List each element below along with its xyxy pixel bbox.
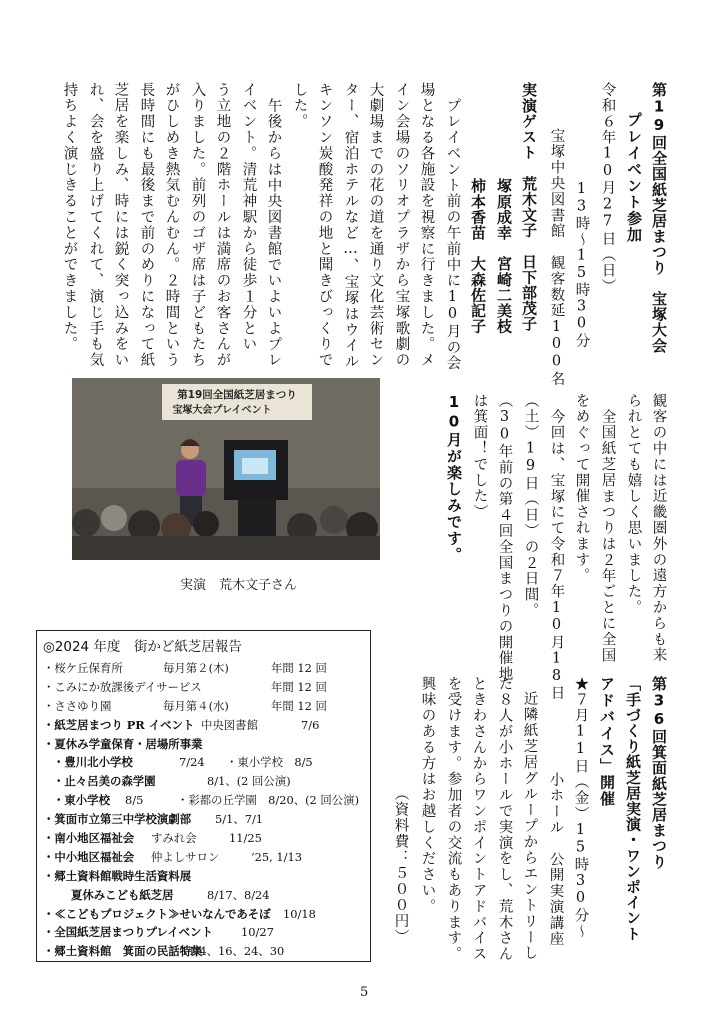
article1-heading: 第19回全国紙芝居まつり 宝塚大会: [650, 82, 668, 354]
report-item-detail: 8/17、8/24: [207, 887, 270, 902]
article1-continued-line: 全国紙芝居まつりは２年ごとに全国: [599, 409, 616, 664]
report-item: [43, 905, 364, 924]
article1-continued-line: （土）19日（日）の２日間。: [522, 393, 539, 619]
report-item: [43, 848, 364, 867]
article1-performers-3: 柿本香苗 大森佐記子: [469, 178, 487, 334]
article1-body-line: した。: [291, 82, 308, 130]
article2-body-line: た８人が小ホールで実演をし、荒木さん: [496, 676, 513, 963]
report-item: [43, 659, 364, 678]
report-item: [43, 716, 364, 735]
report-item: [43, 886, 364, 905]
report-item: [43, 829, 364, 848]
report-item-name: ・紙芝居まつり PR イベント: [43, 717, 195, 732]
report-item: [43, 810, 364, 829]
report-item-extra: ・東小学校 8/5: [226, 755, 313, 770]
report-item-name: ・豊川北小学校: [53, 755, 133, 770]
report-item: [43, 678, 364, 697]
article1-body-line: 場となる各施設を視察に行きました。メ: [418, 82, 435, 369]
article1-continued-line: られとても嬉しく思いました。: [625, 393, 642, 616]
article2-body-line: 興味のある方はお越しください。: [419, 676, 436, 915]
report-item-detail: 10/18: [283, 906, 316, 921]
article1-body-line: う立地の２階ホールは満席のお客さんが: [214, 82, 231, 369]
article1-continued-line: をめぐって開催されます。: [573, 393, 590, 584]
article2-heading: 第36回箕面紙芝居まつり: [650, 676, 668, 870]
article1-body-line: イベント。清荒神駅から徒歩１分とい: [240, 82, 257, 353]
article1-body-line: キンソン炭酸発祥の地と聞きびっくりで: [316, 82, 333, 369]
report-item-detail: すみれ会: [151, 831, 197, 846]
report-item-detail: 毎月第４(水): [163, 698, 229, 713]
report-item-name: ・桜ケ丘保育所: [43, 661, 123, 675]
report-item-extra: 7/6: [301, 717, 320, 732]
report-item-detail: 5/1、7/1: [215, 812, 264, 827]
article1-body-line: 持ちよく演じきることができました。: [61, 82, 78, 353]
report-item-extra: 年間 12 回: [271, 698, 327, 713]
article1-body-line: イン会場のソリオプラザから宝塚歌劇の: [393, 82, 410, 369]
report-item-name: ・郷土資料館戦時生活資料展: [43, 868, 192, 883]
report-item-name: ・全国紙芝居まつりプレイベント: [43, 925, 213, 940]
report-title: ◎2024 年度 街かど紙芝居報告: [43, 639, 242, 655]
report-item-name: ・夏休み学童保育・居場所事業: [43, 736, 203, 751]
article2-date: ★７月11日（金）15時30分～: [572, 676, 589, 940]
report-item-name: ・ささゆり園: [43, 698, 112, 713]
article2-fee: （資料費：５００円）: [392, 786, 409, 945]
article1-continued-line: は箕面！でした）: [471, 393, 488, 521]
article1-body-line: 長時間にも最後まで前のめりになって紙: [138, 82, 155, 369]
article2-venue: 小ホール 公開実演講座: [547, 772, 564, 947]
report-item-extra: 年間 12 回: [271, 661, 327, 675]
report-item-detail: 8/5: [125, 793, 144, 808]
report-item-name: ・中小地区福祉会: [43, 849, 135, 864]
report-item: [43, 867, 364, 886]
article2-subheading-1: 「手づくり紙芝居実演・ワンポイント: [624, 676, 642, 942]
report-item-detail: 11/4、16、24、30: [181, 944, 285, 959]
report-item-extra: 11/25: [229, 831, 262, 846]
article1-body-line: れ、会を盛り上げてくれて、演じ手も気: [87, 82, 104, 369]
report-item: [43, 942, 364, 961]
article1-body-line: 午後からは中央図書館でいよいよプレ: [265, 98, 282, 369]
report-item-name: ・箕面市立第三中学校演劇部: [43, 812, 192, 827]
article1-closing: 10月が楽しみです。: [445, 393, 463, 563]
report-item-detail: 仲よしサロン: [151, 849, 220, 864]
report-item-extra: ‘25, 1/13: [251, 849, 302, 864]
article1-body-line: がひしめき熱気むんむん。２時間という: [163, 82, 180, 369]
report-item-detail: 8/1、(2 回公演): [207, 774, 291, 789]
article2-subheading-2: アドバイス」開催: [598, 676, 616, 808]
report-item-name: ・止々呂美の森学園: [53, 774, 156, 789]
report-item-name: ・郷土資料館 箕面の民話特集: [43, 944, 203, 959]
report-item: [43, 923, 364, 942]
photo-banner-line1: 第19回全国紙芝居まつり: [177, 389, 297, 401]
report-item: [43, 697, 364, 716]
report-item-detail: 毎月第２(木): [163, 661, 229, 675]
article1-continued-line: 今回は、宝塚にて令和７年10月18日: [548, 409, 565, 702]
article1-performers-2: 塚原成幸 宮崎二美枝: [495, 178, 513, 334]
report-item: [43, 753, 364, 772]
article1-continued-line: （30年前の第４回全国まつりの開催地: [496, 393, 513, 683]
page-number: 5: [360, 985, 369, 1000]
report-item-detail: 中央図書館: [201, 717, 258, 732]
report-item-name: 夏休みこども紙芝居: [71, 887, 174, 902]
report-box: [36, 630, 371, 962]
report-item-extra: ・彩都の丘学園 8/20、(2 回公演): [177, 793, 360, 808]
article2-body-line: を受けます。参加者の交流もあります。: [445, 676, 462, 963]
article1-subheading: プレイベント参加: [625, 112, 643, 244]
article1-body-line: ター、宿泊ホテルなど…、宝塚はウイル: [342, 82, 359, 370]
article1-date: 令和６年10月27日（日）: [599, 82, 616, 295]
report-item-extra: 年間 12 回: [271, 679, 327, 694]
report-item-name: ・こみにか放課後デイサービス: [43, 679, 202, 694]
article1-venue: 宝塚中央図書館 観客数延100名: [548, 128, 565, 387]
report-item-detail: 10/27: [241, 925, 274, 940]
performance-photo: [72, 378, 380, 560]
report-item-name: ・南小地区福祉会: [43, 831, 135, 846]
article2-body-line: ときわさんからワンポイントアドバイス: [470, 676, 487, 963]
report-item: [43, 772, 364, 791]
article1-time: 13時～15時30分: [573, 181, 590, 349]
article1-body-line: 入りました。前列のゴザ席は子どもたち: [189, 82, 206, 369]
report-item: [43, 791, 364, 810]
article2-body-line: 近隣紙芝居グループからエントリーし: [521, 691, 538, 962]
article1-body-line: プレイベント前の午前中に10月の会: [444, 98, 461, 372]
photo-scene: [72, 378, 380, 560]
article1-body-line: 大劇場までの花の道を通り文化芸術セン: [367, 82, 384, 369]
photo-banner-line2: 宝塚大会プレイベント: [172, 405, 272, 416]
report-item-name: ・≪こどもプロジェクト≫せいなんであそぼ: [43, 906, 271, 921]
report-item-detail: 7/24: [179, 755, 205, 770]
report-list: [43, 659, 364, 961]
report-item-name: ・東小学校: [53, 793, 110, 808]
article1-body-line: 芝居を楽しみ、時には鋭く突っ込みをい: [112, 82, 129, 369]
photo-caption: 実演 荒木文子さん: [180, 578, 298, 593]
article1-continued-line: 観客の中には近畿圏外の遠方からも来: [650, 393, 667, 664]
report-item: [43, 735, 364, 754]
article1-performers-1: 実演ゲスト 荒木文子 日下部茂子: [520, 82, 538, 332]
